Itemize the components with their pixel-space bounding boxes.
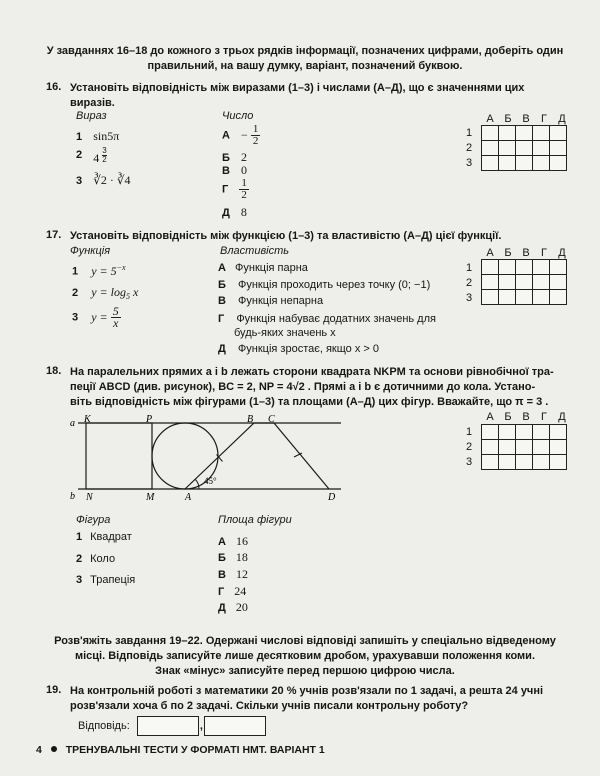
q17-option-a: А Функція парна <box>218 262 308 274</box>
q19-text: На контрольній роботі з математики 20 % учнів розв'язали по 1 задачі, а решта 24 учні розв'язали хоча б по 2 задачі. Скільки учнів писали контрольну роботу? <box>70 685 544 712</box>
label-line-a: a <box>70 418 75 429</box>
q16-expr-1: 1 sin5π <box>76 129 120 143</box>
q18-figure-1: 1 Квадрат <box>76 531 132 543</box>
q17-answer-grid[interactable] <box>481 259 567 305</box>
label-N: N <box>86 492 93 503</box>
q17-text: Установіть відповідність між функцією (1–3) та властивістю (А–Д) цієї функції. <box>70 230 502 242</box>
q19-answer-box-decimal[interactable] <box>204 716 266 736</box>
q18-option-b: Б 18 <box>218 550 248 564</box>
q18-right-heading: Площа фігури <box>218 514 292 526</box>
q18-grid-header: А Б В Г Д <box>486 411 566 423</box>
instructions-16-18: У завданнях 16–18 до кожного з трьох рядків інформації, позначених цифрами, доберіть один правильний, на вашу думку, варіант, позначений буквою. <box>46 45 564 72</box>
label-angle: 45° <box>204 476 217 486</box>
q16-option-d: Г $\frac{1}{2}$ <box>222 177 247 201</box>
q17-function-3: 3 y = $\frac{5}{x}$ <box>72 304 119 330</box>
q17-function-1: 1 $y = 5^{-x}$ <box>72 263 126 278</box>
q16-grid-rows: 1 2 3 <box>466 127 473 169</box>
q16-left-heading: Вираз <box>76 110 107 122</box>
label-M: M <box>146 492 155 503</box>
q18-answer-grid[interactable] <box>481 424 567 470</box>
q16-text: Установіть відповідність між виразами (1–3) і числами (А–Д), що є значеннями цих виразів. <box>70 82 525 109</box>
q17-number: 17. <box>46 229 62 241</box>
q16-option-e: Д 8 <box>222 205 247 219</box>
q18-option-e: Д 20 <box>218 600 248 614</box>
label-B: B <box>247 414 254 425</box>
q18-option-d: Г 24 <box>218 584 247 598</box>
q17-option-c: В Функція непарна <box>218 295 324 307</box>
q19-answer-row: Відповідь: , <box>78 716 266 736</box>
q17-option-d: Г Функція набуває додатних значень для будь-яких значень x <box>218 313 436 339</box>
q18-number: 18. <box>46 365 62 377</box>
q19-answer-box-integer[interactable] <box>137 716 199 736</box>
q17-option-b: Б Функція проходить через точку (0; −1) <box>218 279 431 291</box>
label-P: P <box>146 414 153 425</box>
q16-expr-3: 3 ∛2 · ∛4 <box>76 173 131 187</box>
q17-grid-header: А Б В Г Д <box>486 247 566 259</box>
footer-title: ТРЕНУВАЛЬНІ ТЕСТИ У ФОРМАТІ НМТ. ВАРІАНТ 1 <box>65 744 325 756</box>
q16-answer-grid[interactable] <box>481 125 567 171</box>
label-C: C <box>268 414 275 425</box>
q18-option-a: А 16 <box>218 534 248 548</box>
bullet-icon <box>51 746 57 752</box>
q16-exponent: $\frac{3}{2}$ <box>102 146 107 164</box>
q19-number: 19. <box>46 684 62 696</box>
q16-expr-2: 2 4 $\frac{3}{2}$ <box>76 146 107 165</box>
label-A: A <box>185 492 192 503</box>
q19-answer-label: Відповідь: <box>78 719 130 732</box>
label-K: K <box>84 414 91 425</box>
q18-figure-3: 3 Трапеція <box>76 574 136 586</box>
q17-option-e: Д Функція зростає, якщо x > 0 <box>218 343 379 355</box>
instructions-19-22: Розв'яжіть завдання 19–22. Одержані числові відповіді запишіть у спеціально відведеному місці. Відповідь записуйте лише десятковим дробом, урахувавши положення коми. Знак «мінус» записуйте перед першою цифрою числа. <box>54 635 556 677</box>
q16-option-b: Б 2 <box>222 150 247 164</box>
page-footer <box>36 744 325 756</box>
q18-grid-rows: 1 2 3 <box>466 426 473 468</box>
q18-option-c: В 12 <box>218 567 248 581</box>
q16-option-c: В 0 <box>222 163 248 177</box>
q18-left-heading: Фігура <box>76 514 111 526</box>
label-D: D <box>328 492 336 503</box>
q17-function-2: 2 $y = \log_5 x$ <box>72 285 139 302</box>
q17-left-heading: Функція <box>70 245 111 257</box>
q17-grid-rows: 1 2 3 <box>466 262 473 304</box>
q16-option-a: А − $\frac{1}{2}$ <box>222 123 259 147</box>
q18-text: На паралельних прямих a і b лежать сторони квадрата NKPM та основи рівнобічної тра- пеції ABCD (див. рисунок), BC = 2, NP = 4√2 . Прямі a і b є дотичними до кола. Устано- віть відповідність між фігурами (1–3) та площами (А–Д) цих фігур. Вважайте, що π = 3 . <box>70 366 554 408</box>
q17-right-heading: Властивість <box>220 245 290 257</box>
q18-figure <box>66 412 346 504</box>
q16-number: 16. <box>46 81 62 93</box>
q18-figure-2: 2 Коло <box>76 553 116 565</box>
q16-right-heading: Число <box>222 110 254 122</box>
q16-grid-header: А Б В Г Д <box>486 113 566 125</box>
page-number: 4 <box>36 744 42 756</box>
label-line-b: b <box>70 491 75 502</box>
